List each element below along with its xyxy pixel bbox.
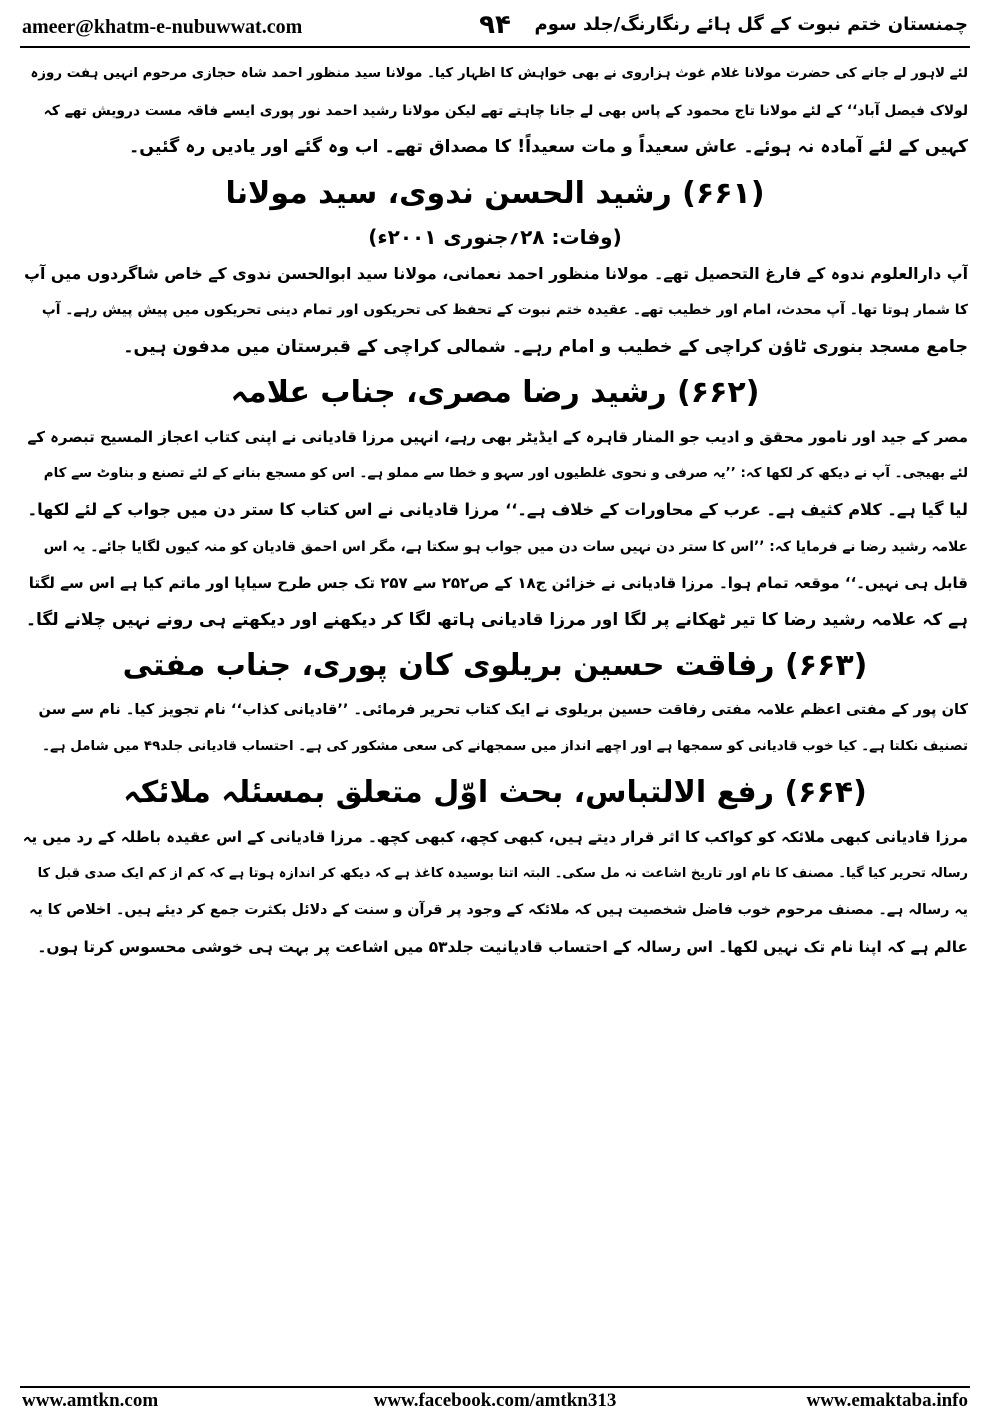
section-paragraph: [22, 256, 968, 366]
section-heading: (۶۶۲) رشید رضا مصری، جناب علامہ: [230, 375, 760, 410]
footer-rule: [20, 1386, 970, 1388]
section-heading: (۶۶۳) رفاقت حسین بریلوی کان پوری، جناب مفتی: [122, 648, 868, 683]
text-line: قابل ہی نہیں۔‘‘ موقعہ تمام ہوا۔ مرزا قادیانی نے خزائن ج۱۸ کے ص۲۵۲ سے ۲۵۷ تک جس طرح سیاپا اور ماتم کیا ہے اس سے لگتا: [28, 574, 968, 592]
text-line: ہے کہ علامہ رشید رضا کا تیر ٹھکانے پر لگا اور مرزا قادیانی ہاتھ لگا کر دیکھنے اور دیکھتے ہی رونے نہیں چلانے لگا۔: [25, 609, 968, 630]
section-paragraph: [22, 419, 968, 638]
footer-link-facebook[interactable]: www.facebook.com/amtkn313: [373, 1390, 617, 1411]
text-line: علامہ رشید رضا نے فرمایا کہ: ’’اس کا ستر دن نہیں سات دن میں جواب ہو سکتا ہے، مگر اس احمق قادیان کو منہ کیوں لگایا جائے۔ یہ اس: [43, 538, 968, 555]
text-line: لیا گیا ہے۔ کلام کثیف ہے۔ عرب کے محاورات کے خلاف ہے۔‘‘ مرزا قادیانی نے اس کتاب کا ستر دن میں جواب کے لئے لکھا۔: [27, 500, 968, 519]
header-rule: [20, 46, 970, 48]
page-body: [22, 56, 968, 965]
page-number: ۹۴: [479, 10, 511, 40]
book-title: چمنستان ختم نبوت کے گل ہائے رنگارنگ/جلد سوم: [534, 14, 968, 35]
page-header: [22, 10, 968, 44]
section-paragraph: [22, 819, 968, 965]
text-line: یہ رسالہ ہے۔ مصنف مرحوم خوب فاضل شخصیت ہیں کہ ملائکہ کے وجود پر قرآن و سنت کے دلائل بکثرت جمع کر دیئے ہیں۔ اخلاص کا یہ: [29, 902, 968, 918]
text-line: رسالہ تحریر کیا گیا۔ مصنف کا نام اور تاریخ اشاعت نہ مل سکی۔ البتہ اتنا بوسیدہ کاغذ ہے کہ دیکھ کر اندازہ ہوتا ہے کہ کم از کم ایک صدی قبل کا: [37, 865, 968, 881]
text-line: تصنیف نکلتا ہے۔ کیا خوب قادیانی کو سمجھا ہے اور اچھے انداز میں سمجھانے کی سعی مشکور کی ہے۔ احتساب قادیانی جلد۴۹ میں شامل ہے۔: [42, 738, 968, 754]
intro-paragraph: [22, 56, 968, 166]
text-line: کا شمار ہوتا تھا۔ آپ محدث، امام اور خطیب تھے۔ عقیدہ ختم نبوت کے تحفظ کی تحریکوں اور تمام دینی تحریکوں میں پیش پیش رہے۔ آپ: [41, 302, 968, 318]
text-line: لئے لاہور لے جانے کی حضرت مولانا غلام غوث ہزاروی نے بھی خواہش کا اظہار کیا۔ مولانا سید منظور احمد شاہ حجازی مرحوم انہیں ہفت روزہ: [30, 66, 968, 81]
section-heading: (۶۶۱) رشید الحسن ندوی، سید مولانا: [225, 175, 765, 211]
page-footer: [22, 1390, 968, 1414]
text-line: کان پور کے مفتی اعظم علامہ مفتی رفاقت حسین بریلوی نے ایک کتاب تحریر فرمائی۔ ’’قادیانی کذاب‘‘ نام تجویز کیا۔ نام سے سن: [38, 701, 968, 718]
text-line: مصر کے جید اور نامور محقق و ادیب جو المنار قاہرہ کے ایڈیٹر بھی رہے، انہیں مرزا قادیانی نے اپنی کتاب اعجاز المسیح تبصرہ کے: [27, 428, 968, 446]
header-email: ameer@khatm-e-nubuwwat.com: [22, 16, 303, 38]
death-date: (وفات: ۲۸؍جنوری ۲۰۰۱ء): [368, 224, 622, 249]
text-line: لئے بھیجی۔ آپ نے دیکھ کر لکھا کہ: ’’یہ صرفی و نحوی غلطیوں اور سہو و خطا سے مملو ہے۔ اس کو مسجع بنانے کے لئے تصنع و بناوٹ سے کام: [43, 465, 968, 481]
text-line: جامع مسجد بنوری ٹاؤن کراچی کے خطیب و امام رہے۔ شمالی کراچی کے قبرستان میں مدفون ہیں۔: [123, 336, 968, 357]
section-heading: (۶۶۴) رفع الالتباس، بحث اوّل متعلق بمسئلہ ملائکہ: [123, 775, 867, 810]
text-line: کہیں کے لئے آمادہ نہ ہوئے۔ عاش سعیداً و مات سعیداً! کا مصداق تھے۔ اب وہ گئے اور یادیں رہ گئیں۔: [129, 137, 968, 157]
text-line: لولاک فیصل آباد‘‘ کے لئے مولانا تاج محمود کے پاس بھی لے جانا چاہتے تھے لیکن مولانا رشید احمد نور پوری ایسے فاقہ مست درویش تھے کہ: [43, 102, 968, 119]
section-paragraph: [22, 692, 968, 765]
footer-link-emaktaba[interactable]: www.emaktaba.info: [806, 1390, 968, 1411]
text-line: آپ دارالعلوم ندوہ کے فارغ التحصیل تھے۔ مولانا منظور احمد نعمانی، مولانا سید ابوالحسن ندوی کے خاص شاگردوں میں آپ: [24, 263, 968, 283]
text-line: مرزا قادیانی کبھی ملائکہ کو کواکب کا اثر قرار دیتے ہیں، کبھی کچھ، کبھی کچھ۔ مرزا قادیانی کے اس عقیدہ باطلہ کے رد میں یہ: [22, 828, 968, 846]
text-line: عالم ہے کہ اپنا نام تک نہیں لکھا۔ اس رسالہ کے احتساب قادیانیت جلد۵۳ میں اشاعت پر بہت ہی خوشی محسوس کرتا ہوں۔: [37, 937, 968, 956]
footer-link-amtkn[interactable]: www.amtkn.com: [22, 1390, 159, 1411]
